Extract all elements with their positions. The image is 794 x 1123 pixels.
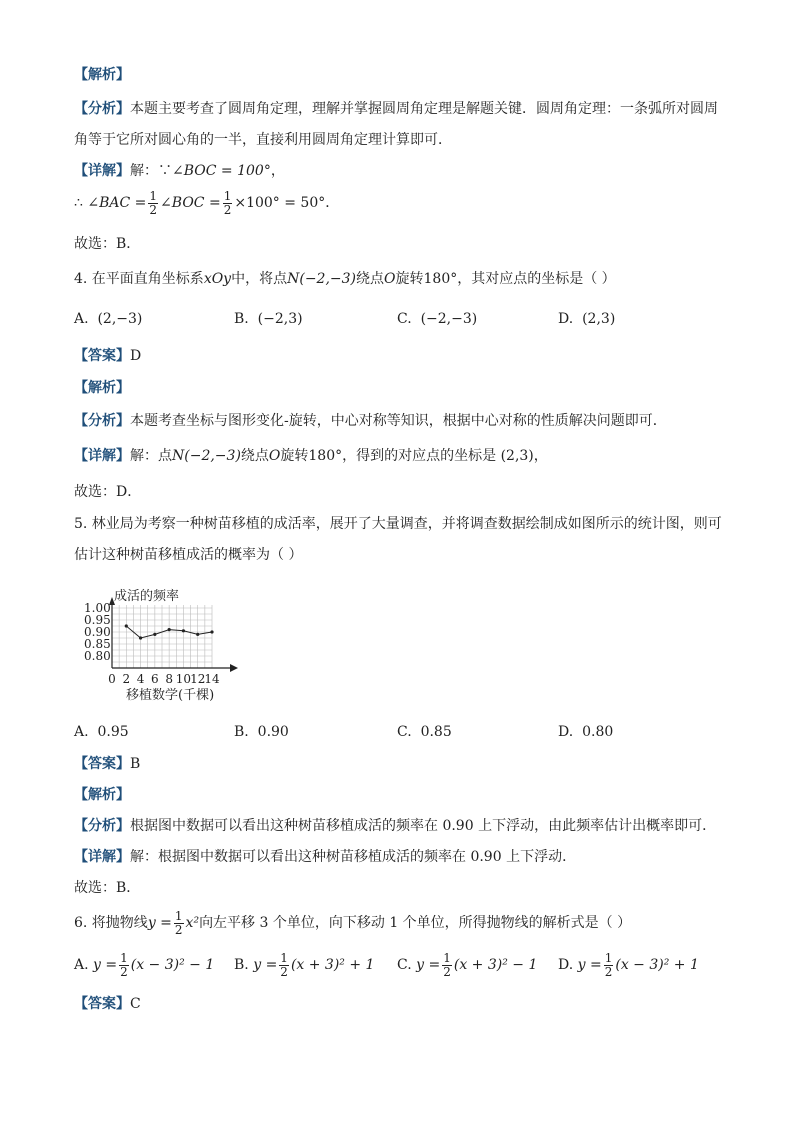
q5-option-c: C. 0.85	[397, 724, 452, 740]
x-tick-label: 6	[151, 672, 159, 686]
survival-rate-line-chart	[82, 585, 242, 705]
q5-answer: 【答案】B	[74, 756, 141, 772]
data-point	[153, 633, 156, 636]
q3-fenxi-line1: 【分析】本题主要考查了圆周角定理，理解并掌握圆周角定理是解题关键．圆周角定理：一条弧所对圆周	[74, 101, 718, 117]
q4-stem: 4. 在平面直角坐标系xOy中，将点N(−2,−3)绕点O旋转180°，其对应点的坐标是（ ）	[74, 271, 616, 287]
q4-conclusion: 故选：D．	[74, 484, 142, 500]
chart-grid	[112, 605, 212, 668]
q4-option-d: D. (2,3)	[558, 311, 616, 327]
x-tick-label: 2	[122, 672, 131, 686]
q4-fenxi: 【分析】本题考查坐标与图形变化-旋转，中心对称等知识，根据中心对称的性质解决问题即可．	[74, 413, 667, 429]
y-tick-label: 0.90	[84, 625, 111, 639]
q5-stem-line2: 估计这种树苗移植成活的概率为（ ）	[74, 547, 303, 563]
q4-option-c: C. (−2,−3)	[397, 311, 478, 327]
q6-option-a: A. y = $\frac{1}{2}$ (x − 3)² − 1	[74, 950, 215, 979]
q4-option-a: A. (2,−3)	[74, 311, 143, 327]
data-point	[196, 633, 199, 636]
x-tick-label: 0	[108, 672, 116, 686]
chart-x-axis-label: 移植数学(千棵)	[126, 688, 215, 703]
q4-jiexi-heading: 【解析】	[74, 380, 130, 396]
fraction: $\frac{1}{2}$	[149, 188, 158, 217]
x-tick-label: 12	[190, 672, 206, 686]
x-tick-label: 10	[175, 672, 192, 686]
q4-option-b: B. (−2,3)	[234, 311, 303, 327]
fraction: $\frac{1}{2}$	[223, 188, 232, 217]
q5-option-a: A. 0.95	[74, 724, 129, 740]
x-tick-label: 14	[204, 672, 220, 686]
y-tick-label: 0.80	[84, 649, 111, 663]
q3-calculation: ∴ ∠BAC = $\frac{1}{2}$ ∠BOC = $\frac{1}{2}$ ×100° = 50° ．	[74, 188, 340, 217]
q5-xiangjie: 【详解】解：根据图中数据可以看出这种树苗移植成活的频率在 0.90 上下浮动．	[74, 849, 577, 865]
data-point	[139, 636, 142, 639]
x-tick-label: 8	[165, 672, 173, 686]
q3-jiexi-heading: 【解析】	[74, 67, 130, 83]
data-point	[168, 628, 171, 631]
x-tick-label: 4	[136, 672, 145, 686]
data-point	[182, 629, 185, 632]
fraction: $\frac{1}{2}$	[443, 950, 451, 979]
q4-xiangjie: 【详解】解：点N(−2,−3)绕点O旋转180°，得到的对应点的坐标是 (2,3)，	[74, 448, 548, 464]
fraction: $\frac{1}{2}$	[120, 950, 128, 979]
q5-jiexi-heading: 【解析】	[74, 787, 130, 803]
y-tick-label: 0.85	[84, 637, 111, 651]
q5-conclusion: 故选：B．	[74, 880, 141, 896]
q5-option-d: D. 0.80	[558, 724, 614, 740]
q5-fenxi: 【分析】根据图中数据可以看出这种树苗移植成活的频率在 0.90 上下浮动，由此频率估计出概率即可．	[74, 818, 717, 834]
q6-answer: 【答案】C	[74, 996, 141, 1012]
chart-y-axis-label: 成活的频率	[114, 589, 180, 604]
data-point	[210, 630, 213, 633]
q3-xiangjie: 【详解】解：∵∠BOC = 100°，	[74, 163, 285, 179]
q5-option-b: B. 0.90	[234, 724, 289, 740]
q6-option-c: C. y = $\frac{1}{2}$ (x + 3)² − 1	[397, 950, 538, 979]
y-tick-label: 0.95	[84, 613, 111, 627]
data-point	[125, 624, 128, 627]
q3-fenxi-line2: 角等于它所对圆心角的一半，直接利用圆周角定理计算即可．	[74, 132, 452, 148]
q3-conclusion: 故选：B．	[74, 236, 141, 252]
q6-option-b: B. y = $\frac{1}{2}$ (x + 3)² + 1	[234, 950, 375, 979]
q6-stem: 6. 将抛物线 y = $\frac{1}{2}$ x² 向左平移 3 个单位，向下移动 1 个单位，所得抛物线的解析式是（ ）	[74, 908, 632, 937]
q4-answer: 【答案】D	[74, 348, 142, 364]
fraction: $\frac{1}{2}$	[604, 950, 613, 979]
x-axis-arrow	[230, 664, 238, 672]
fraction: $\frac{1}{2}$	[280, 950, 288, 979]
q5-stem-line1: 5. 林业局为考察一种树苗移植的成活率，展开了大量调查，并将调查数据绘制成如图所示的统计图，则可	[74, 516, 722, 532]
fraction: $\frac{1}{2}$	[174, 908, 183, 937]
q6-option-d: D. y = $\frac{1}{2}$ (x − 3)² + 1	[558, 950, 699, 979]
y-tick-label: 1.00	[84, 601, 111, 615]
